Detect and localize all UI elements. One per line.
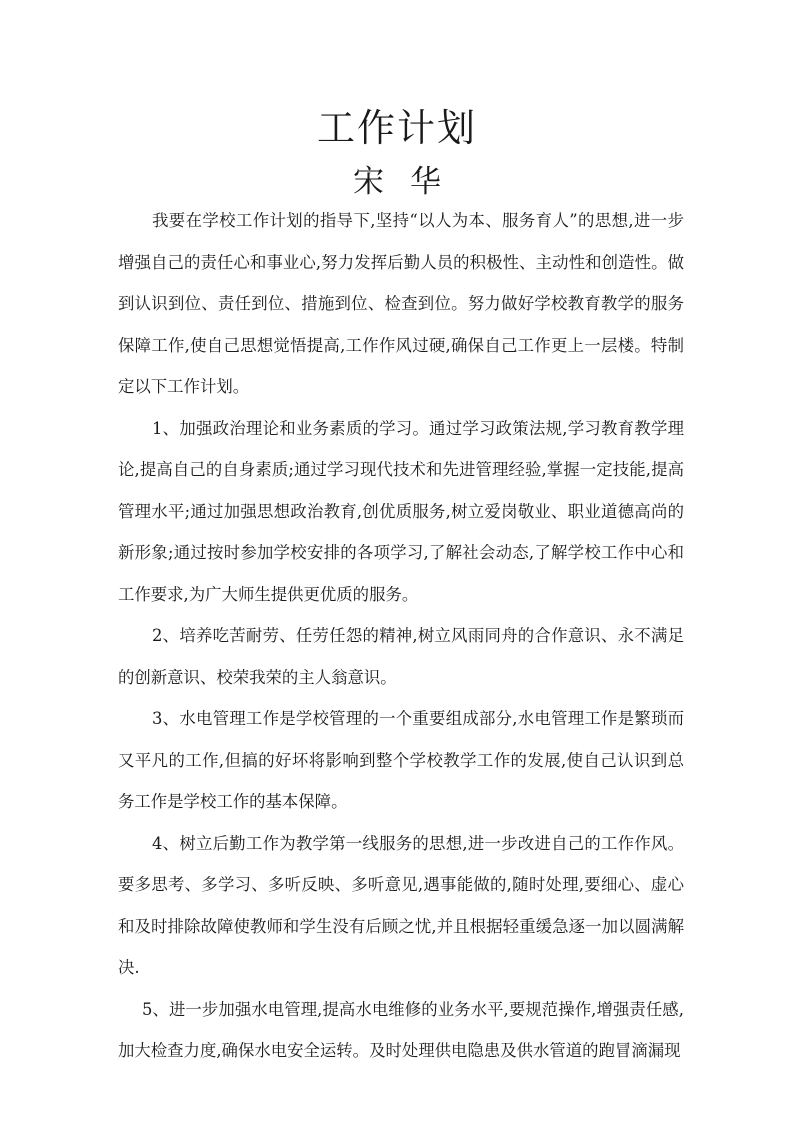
paragraph-intro: 我要在学校工作计划的指导下,坚持“以人为本、服务育人”的思想,进一步增强自己的责任心和事业心,努力发挥后勤人员的积极性、主动性和创造性。做到认识到位、责任到位、措施到位、检查到位。努力做好学校教育教学的服务保障工作,使自己思想觉悟提高,工作作风过硬,确保自己工作更上一层楼。特制定以下工作计划。 [118,211,684,396]
paragraph-item-3: 3、水电管理工作是学校管理的一个重要组成部分,水电管理工作是繁琐而又平凡的工作,但搞的好坏将影响到整个学校教学工作的发展,使自己认识到总务工作是学校工作的基本保障。 [118,709,684,811]
paragraph-item-2: 2、培养吃苦耐劳、任劳任怨的精神,树立风雨同舟的合作意识、永不满足的创新意识、校荣我荣的主人翁意识。 [118,626,684,687]
paragraph-item-5: 5、进一步加强水电管理,提高水电维修的业务水平,要规范操作,增强责任感,加大检查力度,确保水电安全运转。及时处理供电隐患及供水管道的跑冒滴漏现 [118,999,684,1060]
document-title: 工作计划 [316,106,477,150]
document-body [118,200,684,1072]
author-name [0,160,794,204]
paragraph-item-4: 4、树立后勤工作为教学第一线服务的思想,进一步改进自己的工作作风。要多思考、多学习、多听反映、多听意见,遇事能做的,随时处理,要细心、虚心和及时排除故障使教师和学生没有后顾之忧,并且根据轻重缓急逐一加以圆满解决. [118,833,684,977]
paragraph-item-1: 1、加强政治理论和业务素质的学习。通过学习政策法规,学习教育教学理论,提高自己的自身素质;通过学习现代技术和先进管理经验,掌握一定技能,提高管理水平;通过加强思想政治教育,创优质服务,树立爱岗敬业、职业道德高尚的新形象;通过按时参加学校安排的各项学习,了解社会动态,了解学校工作中心和工作要求,为广大师生提供更优质的服务。 [118,418,684,604]
author-given-name: 华 [410,164,441,200]
author-surname: 宋 [353,164,384,200]
